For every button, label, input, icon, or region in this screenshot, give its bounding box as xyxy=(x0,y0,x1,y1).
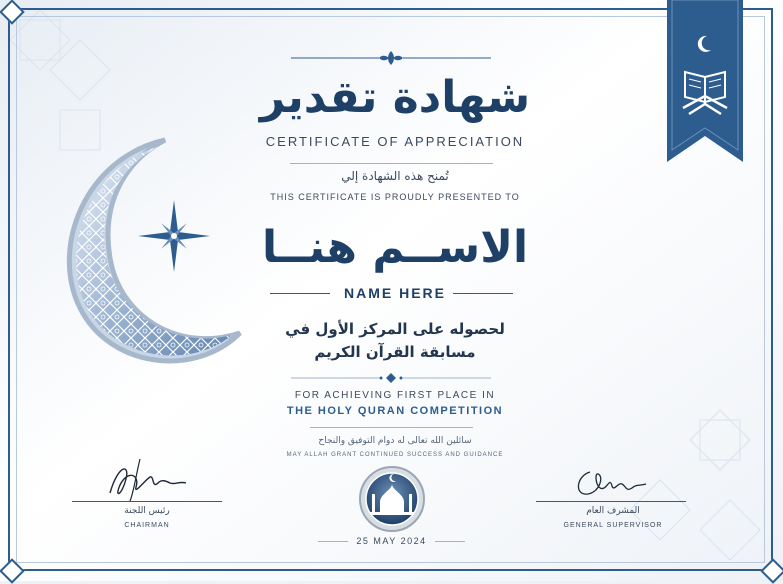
achievement-english-line2: THE HOLY QURAN COMPETITION xyxy=(286,405,504,417)
supervisor-signature xyxy=(570,462,660,502)
top-divider-ornament xyxy=(291,50,491,66)
mosque-seal-icon xyxy=(354,466,430,532)
supervisor-title-english: GENERAL SUPERVISOR xyxy=(563,522,663,529)
divider xyxy=(310,427,473,428)
middle-divider-ornament xyxy=(291,372,491,384)
chairman-signature xyxy=(100,455,190,503)
ribbon-badge xyxy=(667,0,743,162)
supervisor-title-arabic: المشرف العام xyxy=(586,506,640,516)
achievement-arabic-line1: لحصوله على المركز الأول في xyxy=(285,320,505,338)
achievement-english-line1: FOR ACHIEVING FIRST PLACE IN xyxy=(294,390,496,401)
supervisor-signature-line xyxy=(536,501,686,502)
chairman-title-arabic: رئيس اللجنة xyxy=(124,506,170,516)
divider xyxy=(290,163,493,164)
chairman-signature-line xyxy=(72,501,222,502)
title-english: CERTIFICATE OF APPRECIATION xyxy=(265,134,525,149)
chairman-title-english: CHAIRMAN xyxy=(124,522,170,529)
presented-arabic: تُمنح هذه الشهادة إلي xyxy=(341,169,449,183)
compass-star-icon xyxy=(138,200,210,272)
presented-english: THIS CERTIFICATE IS PROUDLY PRESENTED TO xyxy=(270,192,520,202)
prayer-arabic: سائلين الله تعالى له دوام التوفيق والنجاح xyxy=(318,436,472,446)
title-arabic: شهادة تقدير xyxy=(259,72,531,123)
recipient-name-english: NAME HERE xyxy=(343,285,446,301)
recipient-name-arabic: الاســم هنــا xyxy=(261,222,529,273)
achievement-arabic-line2: مسابقة القرآن الكريم xyxy=(314,343,476,361)
prayer-english: MAY ALLAH GRANT CONTINUED SUCCESS AND GUIDANCE xyxy=(286,452,504,458)
certificate-date: 25 MAY 2024 xyxy=(356,536,427,546)
achievement-arabic xyxy=(235,318,555,364)
